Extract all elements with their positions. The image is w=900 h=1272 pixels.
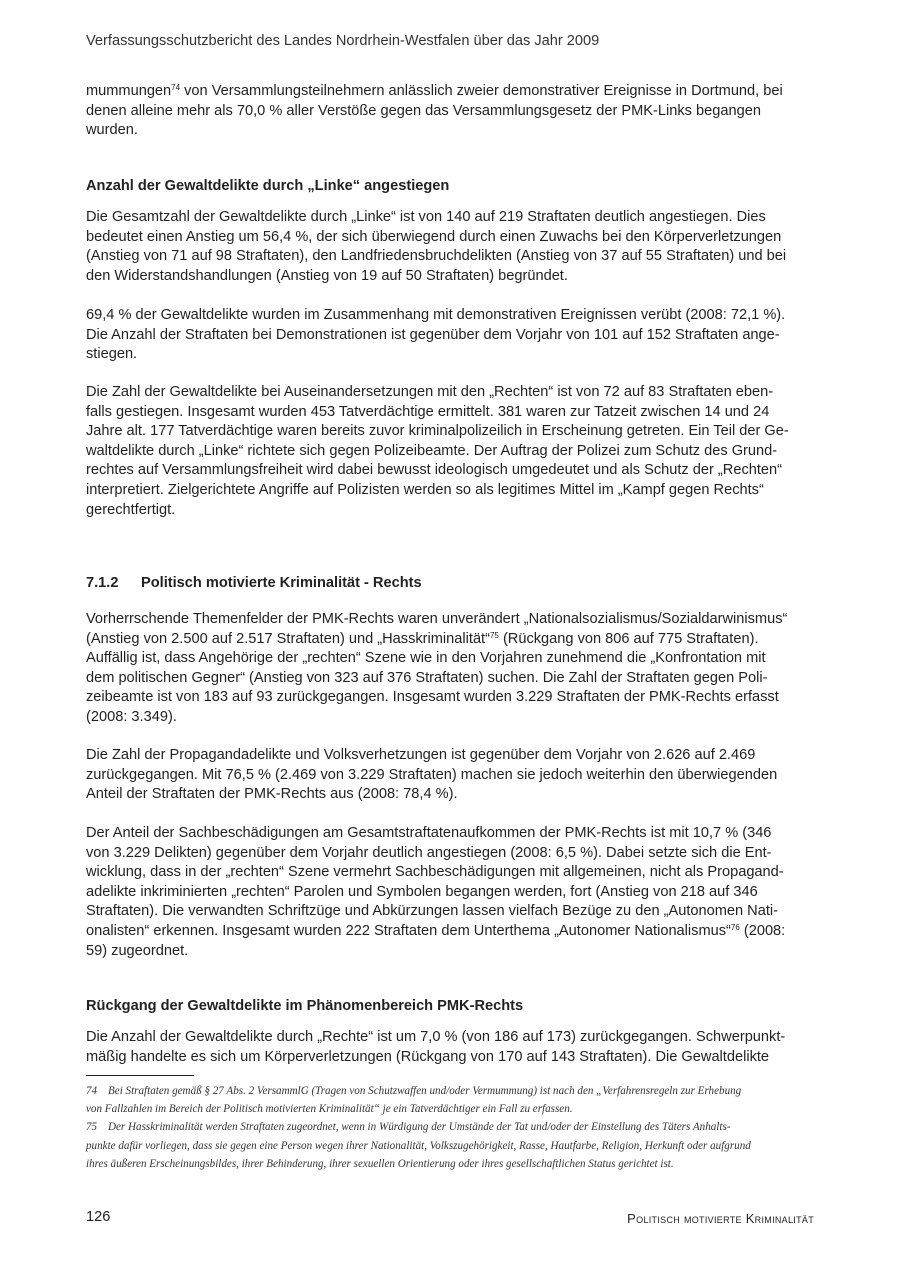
footnote-ref-76[interactable]: 76 <box>730 922 740 932</box>
footnote-74: 74 Bei Straftaten gemäß § 27 Abs. 2 VersammlG (Tragen von Schutzwaffen und/oder Vermummung) ist nach den „Verfahrensregeln zur Erhebung von Fallzahlen im Bereich der Politisch motivierten Kriminalität“ je ein Tatverdächtiger ein Fall zu erfassen. <box>86 1085 742 1116</box>
paragraph-gesamtzahl: Die Gesamtzahl der Gewaltdelikte durch „Linke“ ist von 140 auf 219 Straftaten deutlich angestiegen. Dies bedeutet einen Anstieg um 56,4 %, der sich überwiegend durch einen Zuwachs bei den Körperverletzungen (Anstieg von 71 auf 98 Straftaten), den Landfriedensbruchdelikten (Anstieg von 37 auf 55 Straftaten) und bei den Widerstandshandlungen (Anstieg von 19 auf 50 Straftaten) begründet. <box>86 209 787 284</box>
paragraph-propagandadelikte: Die Zahl der Propagandadelikte und Volksverhetzungen ist gegenüber dem Vorjahr von 2.626 auf 2.469 zurückgegangen. Mit 76,5 % (2.469 von 3.229 Straftaten) machen sie jedoch weiterhin den überwiegenden Anteil der Straftaten der PMK-Rechts aus (2008: 78,4 %). <box>86 747 778 803</box>
section-title: Politisch motivierte Kriminalität - Rechts <box>141 575 422 591</box>
paragraph-sachbeschaedigungen: Der Anteil der Sachbeschädigungen am Gesamtstraftatenaufkommen der PMK-Rechts ist mit 10,7 % (346 von 3.229 Delikten) gegenüber dem Vorjahr deutlich angestiegen (2008: 6,5 %). Dabei setzte sich die Ent- wicklung, dass in der „rechten“ Szene vermehrt Sachbeschädigungen mit allgemeinen, nicht als Propagand- adelikte inkriminierten „rechten“ Parolen und Symbolen begangen werden, fort (Anstieg von 218 auf 346 Straftaten). Die verwandten Schriftzüge und Abkürzungen lassen vielfach Bezüge zu den „Autonomen Nati- onalisten“ erkennen. Insgesamt wurden 222 Straftaten dem Unterthema „Autonomer Nationalismus“$^{76}$ (2008: 59) zugeordnet. <box>86 825 786 959</box>
footnote-75: 75 Der Hasskriminalität werden Straftaten zugeordnet, wenn in Würdigung der Umstände der Tat und/oder der Einstellung des Täters Anhalts- punkte dafür vorliegen, dass sie gegen eine Person wegen ihrer Nationalität, Volkszugehörigkeit, Rasse, Hautfarbe, Religion, Herkunft oder aufgrund ihres äußeren Erscheinungsbildes, ihrer Behinderung, ihrer sexuellen Orientierung oder ihres gesellschaftlichen Status gerichtet ist. <box>86 1121 751 1170</box>
footnotes <box>86 1082 816 1173</box>
section-number: 7.1.2 <box>86 575 119 591</box>
paragraph-themenfelder: Vorherrschende Themenfelder der PMK-Rechts waren unverändert „Nationalsozialismus/Sozialdarwinismus“ (Anstieg von 2.500 auf 2.517 Straftaten) und „Hasskriminalität“$^{75}$ (Rückgang von 806 auf 775 Straftaten). Auffällig ist, dass Angehörige der „rechten“ Szene wie in den Vorjahren zunehmend die „Konfrontation mit dem politischen Gegner“ (Anstieg von 323 auf 376 Straftaten) suchen. Die Zahl der Straftaten gegen Poli- zeibeamte ist von 183 auf 93 zurückgegangen. Insgesamt wurden 3.229 Straftaten der PMK-Rechts erfasst (2008: 3.349). <box>86 611 788 725</box>
page-number: 126 <box>86 1209 111 1225</box>
paragraph-auseinandersetzungen: Die Zahl der Gewaltdelikte bei Auseinandersetzungen mit den „Rechten“ ist von 72 auf 83 Straftaten eben- falls gestiegen. Insgesamt wurden 453 Tatverdächtige ermittelt. 381 waren zur Tatzeit zwischen 14 und 24 Jahre alt. 177 Tatverdächtige waren bereits zuvor kriminalpolizeilich in Erscheinung getreten. Ein Teil der Ge- waltdelikte durch „Linke“ richtete sich gegen Polizeibeamte. Der Auftrag der Polizei zum Schutz des Grund- rechtes auf Versammlungsfreiheit wird dabei bewusst ideologisch umgedeutet und als Schutz der „Rechten“ interpretiert. Zielgerichtete Angriffe auf Polizisten werden so als legitimes Mittel im „Kampf gegen Rechts“ gerechtfertigt. <box>86 384 789 518</box>
footnote-ref-74[interactable]: 74 <box>171 83 181 92</box>
section-heading-7-1-2 <box>86 575 816 591</box>
paragraph-rueckgang: Die Anzahl der Gewaltdelikte durch „Rechte“ ist um 7,0 % (von 186 auf 173) zurückgegangen. Schwerpunkt- mäßig handelte es sich um Körperverletzungen (Rückgang von 170 auf 143 Straftaten). Die Gewaltdelikte <box>86 1029 786 1065</box>
footnote-divider <box>86 1075 194 1076</box>
intro-paragraph: mummungen$^{74}$ von Versammlungsteilnehmern anlässlich zweier demonstrativer Ereignisse in Dortmund, bei denen alleine mehr als 70,0 % aller Verstöße gegen das Versammlungsgesetz der PMK-Links begangen wurden. <box>86 83 783 139</box>
running-header: Verfassungsschutzbericht des Landes Nordrhein-Westfalen über das Jahr 2009 <box>86 33 600 49</box>
paragraph-demonstrationen: 69,4 % der Gewaltdelikte wurden im Zusammenhang mit demonstrativen Ereignissen verübt (2008: 72,1 %). Die Anzahl der Straftaten bei Demonstrationen ist gegenüber dem Vorjahr von 101 auf 152 Straftaten ange- stiegen. <box>86 307 786 363</box>
heading-gewaltdelikte-rechts: Rückgang der Gewaltdelikte im Phänomenbereich PMK-Rechts <box>86 998 524 1014</box>
footnote-ref-75[interactable]: 75 <box>489 630 499 640</box>
chapter-title: Politisch motivierte Kriminalität <box>627 1211 814 1226</box>
heading-gewaltdelikte-linke: Anzahl der Gewaltdelikte durch „Linke“ angestiegen <box>86 178 450 194</box>
